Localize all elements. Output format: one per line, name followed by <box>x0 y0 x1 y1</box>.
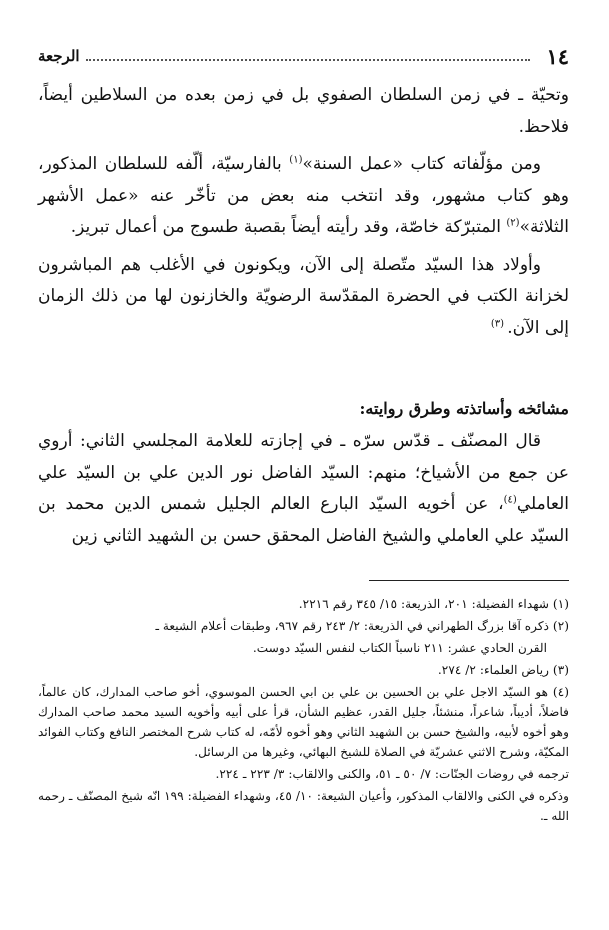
footnote-ref-4[interactable]: (٤) <box>503 494 517 506</box>
header-dotted-leader <box>86 59 531 61</box>
paragraph-2-part-a: ومن مؤلّفاته كتاب «عمل السنة» <box>302 154 541 174</box>
footnote-ref-3[interactable]: (٣) <box>490 317 508 329</box>
section-heading: مشائخه وأساتذته وطرق روايته: <box>359 399 569 418</box>
section-paragraph-part-a: قال المصنّف ـ قدّس سرّه ـ في إجازته للعلامة المجلسي الثاني: أروي عن جمع من الأشياخ؛ منهم: السيّد الفاضل نور الدين علي بن السيّد علي العاملي <box>38 431 569 514</box>
paragraph-1: وتحيّة ـ في زمن السلطان الصفوي بل في زمن بعده من السلاطين أيضاً، فلاحظ. <box>38 85 569 137</box>
footnotes <box>38 594 569 828</box>
footnote-ref-2[interactable]: (٢) <box>506 217 520 229</box>
footnote-2: (٢) ذكره آقا بزرگ الطهراني في الذريعة: ٢/ ٢٤٣ رقم ٩٦٧، وطبقات أعلام الشيعة ـ <box>155 619 569 633</box>
footnote-2-continuation: القرن الحادي عشر: ٢١١ ناسباً الكتاب لنفس السيّد دوست. <box>252 641 547 655</box>
page-number: ١٤ <box>546 43 569 69</box>
footnote-4: (٤) هو السيّد الاجل علي بن الحسين بن علي بن ابي الحسن الموسوي، أخو صاحب المدارك، كان عالماً، فاضلاً، أديباً، شاعراً، منشئاً، جليل القدر، عظيم الشأن، قرأ على أبيه وأخويه السيد محمد صاحب المدارك وهو أخوه لأبيه، والشيخ حسن بن الشهيد الثاني وهو أخوه لأمّه، له كتاب شرح المختصر النافع وكتاب الفوائد المكيّة، وشرح الاثني عشريّة في الصلاة للشيخ البهائي، وغيرها من الرسائل. <box>38 685 569 759</box>
footnote-4-sources: ترجمه في روضات الجنّات: ٧/ ٥٠ ـ ٥١، والكنى والالقاب: ٣/ ٢٢٣ ـ ٢٢٤. <box>215 767 569 781</box>
main-text <box>38 80 569 350</box>
section-text <box>38 426 569 552</box>
running-title: الرجعة <box>38 47 80 65</box>
section-paragraph-part-b: ، عن أخويه السيّد البارع العالم الجليل شمس الدين محمد بن السيّد علي العاملي والشيخ الفاضل المحقق حسن بن الشهيد الثاني زين <box>38 494 569 546</box>
footnote-3: (٣) رياض العلماء: ٢/ ٢٧٤. <box>437 663 569 677</box>
page-header <box>38 44 569 68</box>
footnote-ref-1[interactable]: (١) <box>289 154 303 166</box>
paragraph-2 <box>38 149 569 244</box>
footnote-1: (١) شهداء الفضيلة: ٢٠١، الذريعة: ١٥/ ٣٤٥ رقم ٢٢١٦. <box>298 597 569 611</box>
paragraph-2-part-b: بالفارسيّة، ألّفه للسلطان المذكور، وهو كتاب مشهور، وقد انتخب منه بعض من تأخّر عنه «عمل الأشهر الثلاثة» <box>38 154 569 237</box>
paragraph-3 <box>38 250 569 345</box>
footnote-4-more: وذكره في الكنى والالقاب المذكور، وأعيان الشيعة: ١٠/ ٤٥، وشهداء الفضيلة: ١٩٩ انّه شيخ المصنّف ـ رحمه الله ـ. <box>38 789 569 823</box>
footnote-separator <box>369 580 569 581</box>
paragraph-2-part-c: المتبرّكة خاصّة، وقد رأيته أيضاً بقصبة طسوج من أعمال تبريز. <box>70 217 507 237</box>
section-paragraph <box>38 426 569 552</box>
paragraph-3-text: وأولاد هذا السيّد متّصلة إلى الآن، ويكونون في الأغلب هم المباشرون لخزانة الكتب في الحضرة المقدّسة الرضويّة والخازنون لها من ذلك الزمان إلى الآن. <box>38 254 569 338</box>
